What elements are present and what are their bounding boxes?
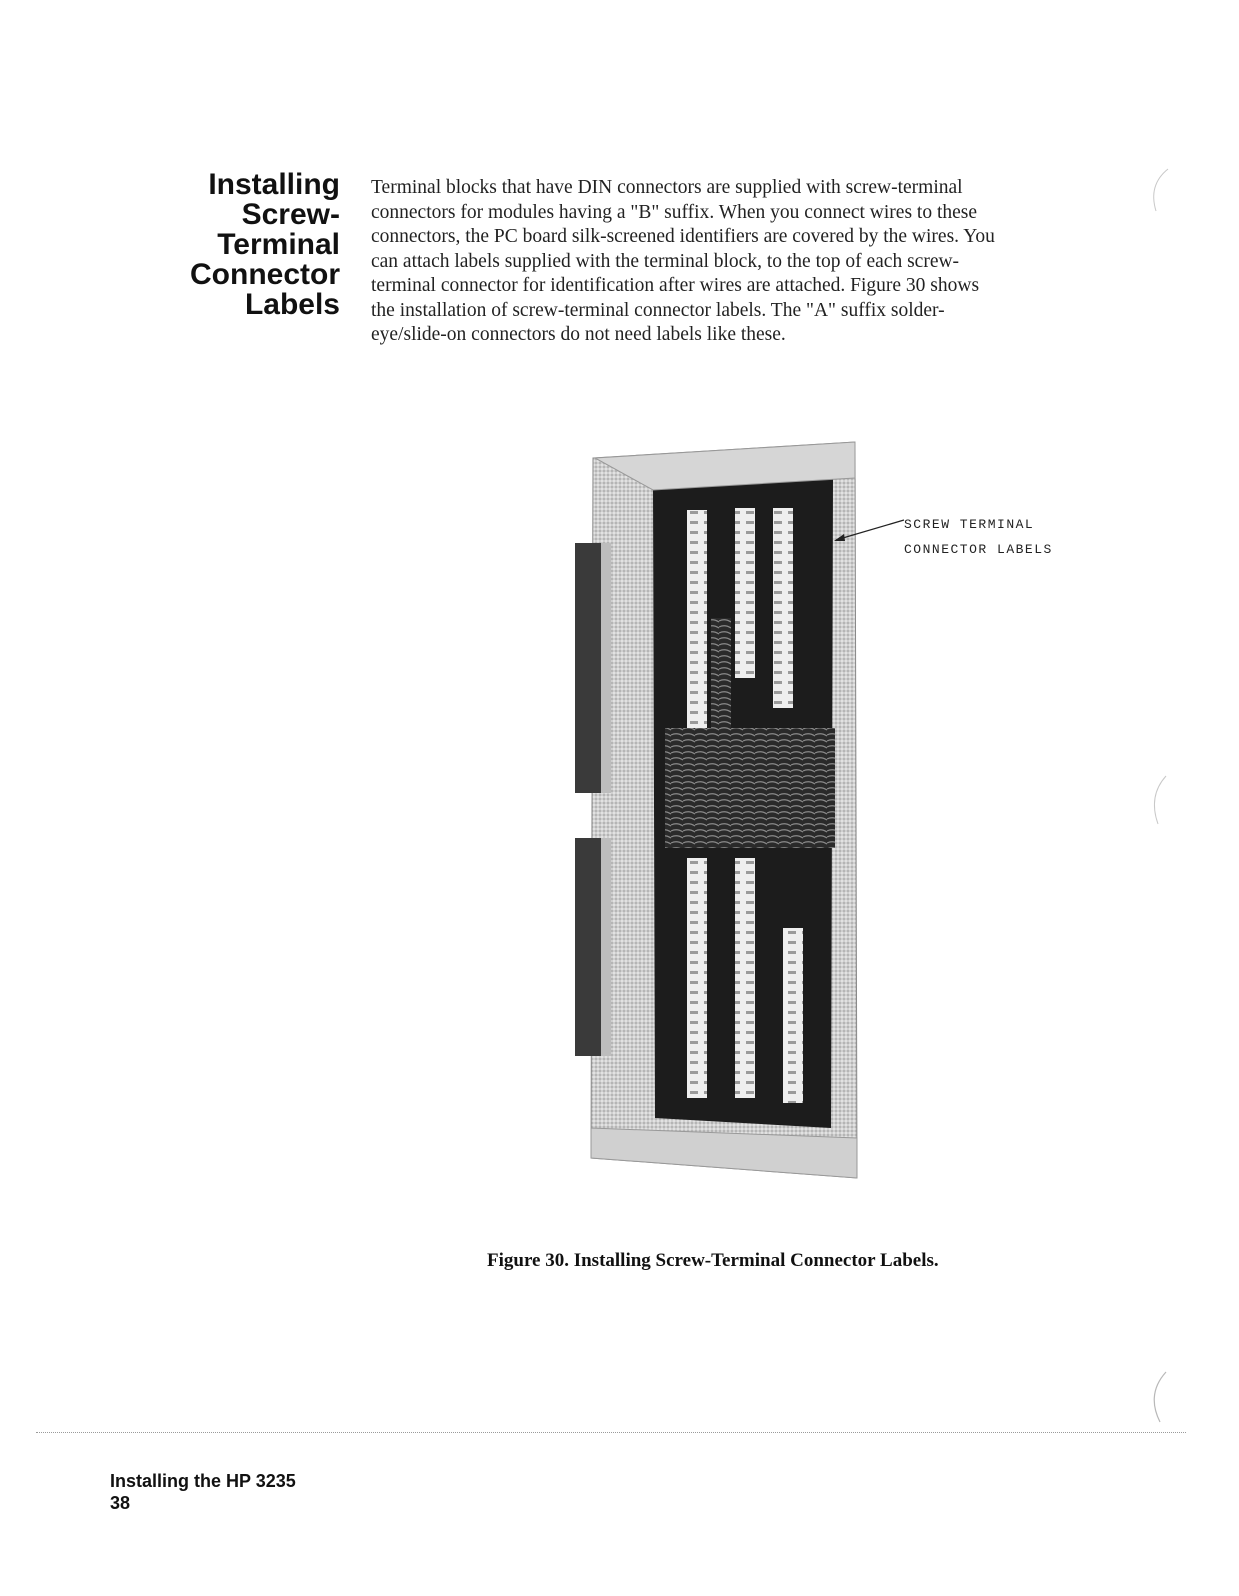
heading-line: Connector [190,258,340,291]
callout-line: CONNECTOR LABELS [904,542,1053,557]
body-line: connectors, the PC board silk-screened identifiers are covered by the wires. You [371,226,995,247]
terminal-block-photo [575,438,875,1190]
body-line: can attach labels supplied with the terminal block, to the top of each screw- [371,250,960,272]
binding-hole-mark-icon [1140,165,1180,225]
body-line: the installation of screw-terminal connector labels. The "A" suffix solder- [371,299,945,321]
binding-hole-mark-icon [1140,1368,1180,1428]
section-heading [150,170,340,320]
page-footer [110,1470,296,1514]
footer-divider [36,1432,1186,1433]
heading-line: Terminal [217,228,340,261]
callout-arrow-icon [830,510,910,550]
figure-callout [904,512,1053,562]
footer-title: Installing the HP 3235 [110,1471,296,1491]
figure-caption: Figure 30. Installing Screw-Terminal Connector Labels. [487,1250,939,1271]
heading-line: Screw- [241,198,340,231]
heading-line: Installing [208,168,340,201]
binding-hole-mark-icon [1140,772,1180,832]
body-line: eye/slide-on connectors do not need labels like these. [371,324,786,345]
body-line: terminal connector for identification after wires are attached. Figure 30 shows [371,275,980,296]
body-line: connectors for modules having a "B" suffix. When you connect wires to these [371,201,978,223]
page-number: 38 [110,1493,131,1513]
body-paragraph [371,176,1106,348]
heading-line: Labels [244,288,340,321]
body-line: Terminal blocks that have DIN connectors are supplied with screw-terminal [371,177,963,198]
callout-line: SCREW TERMINAL [904,517,1035,532]
